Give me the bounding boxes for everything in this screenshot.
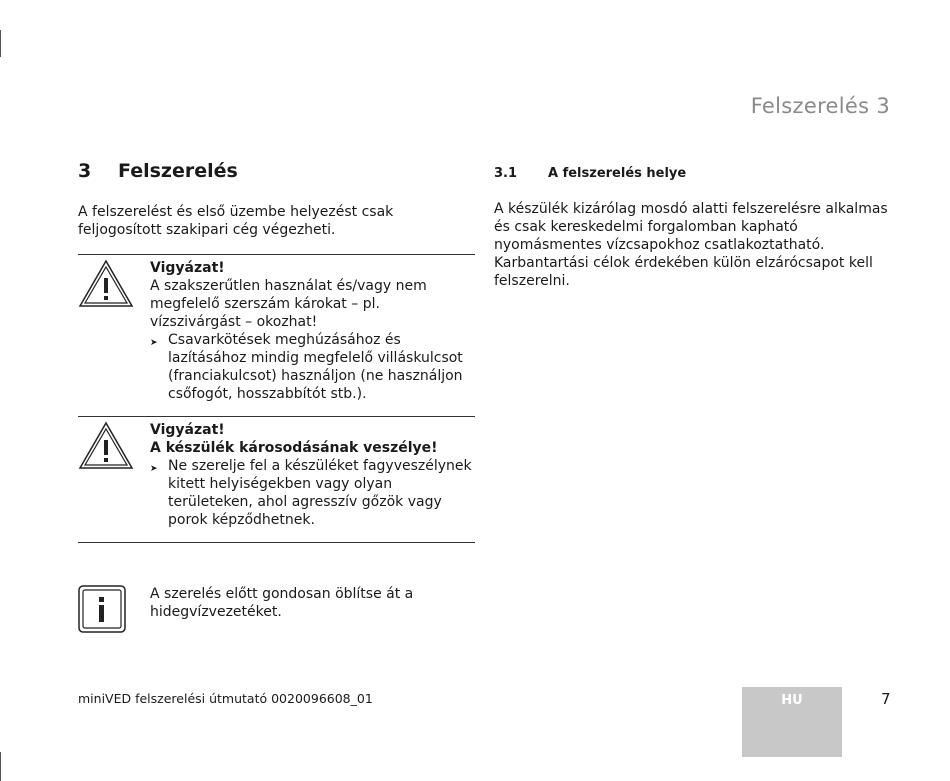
warning-body: A szakszerűtlen használat és/vagy nem megfelelő szerszám károkat – pl. vízszivárgást – okozhat!: [150, 278, 427, 330]
info-icon: [78, 585, 150, 637]
section-number: 3: [78, 160, 92, 182]
info-notice: [78, 585, 475, 637]
footer-doc-ref: miniVED felszerelési útmutató 0020096608_01: [78, 691, 373, 706]
subsection-heading: [494, 166, 894, 181]
bullet-item: [150, 457, 475, 529]
right-column: [494, 160, 894, 290]
bullet-arrow-icon: ➤: [150, 338, 158, 348]
bullet-text: Ne szerelje fel a készüléket fagyveszélynek kitett helyiségekben vagy olyan területeken, ahol agresszív gőzök vagy porok képződhetnek.: [168, 458, 472, 528]
bullet-arrow-icon: ➤: [150, 464, 158, 474]
warning-subtitle: A készülék károsodásának veszélye!: [150, 440, 438, 456]
running-head: Felszerelés 3: [750, 94, 890, 118]
subsection-body: A készülék kizárólag mosdó alatti felszerelésre alkalmas és csak kereskedelmi forgalomban kapható nyomásmentes vízcsapokhoz csatlakoztatható. Karbantartási célok érdekében külön elzárócsapot kell felszerelni.: [494, 201, 888, 289]
page-number: 7: [881, 690, 891, 708]
section-heading: [78, 160, 475, 182]
language-tab: [742, 687, 842, 757]
warning-title: Vigyázat!: [150, 422, 225, 438]
section-intro: A felszerelést és első üzembe helyezést csak feljogosított szakipari cég végezheti.: [78, 204, 394, 238]
warning-notice-2: [78, 416, 475, 542]
warning-triangle-icon: [78, 259, 150, 403]
warning-triangle-icon: [78, 421, 150, 529]
warning-title: Vigyázat!: [150, 260, 225, 276]
section-title: Felszerelés: [118, 160, 238, 182]
bullet-text: Csavarkötések meghúzásához és lazításához mindig megfelelő villáskulcsot (franciakulcsot) használjon (ne használjon csőfogót, hosszabbítót stb.).: [168, 332, 463, 402]
warning-notice-1-text: [150, 259, 475, 403]
crop-mark-top: [0, 30, 1, 57]
bullet-item: [150, 331, 475, 403]
subsection-title: A felszerelés helye: [548, 166, 687, 181]
warning-notice-1: [78, 254, 475, 416]
info-text: A szerelés előtt gondosan öblítse át a hidegvízvezetéket.: [150, 586, 414, 620]
crop-mark-bottom: [0, 752, 1, 781]
warning-notice-2-text: [150, 421, 475, 529]
subsection-number: 3.1: [494, 166, 518, 181]
left-column: [78, 160, 475, 637]
language-label: HU: [781, 693, 803, 708]
divider: [78, 542, 475, 543]
